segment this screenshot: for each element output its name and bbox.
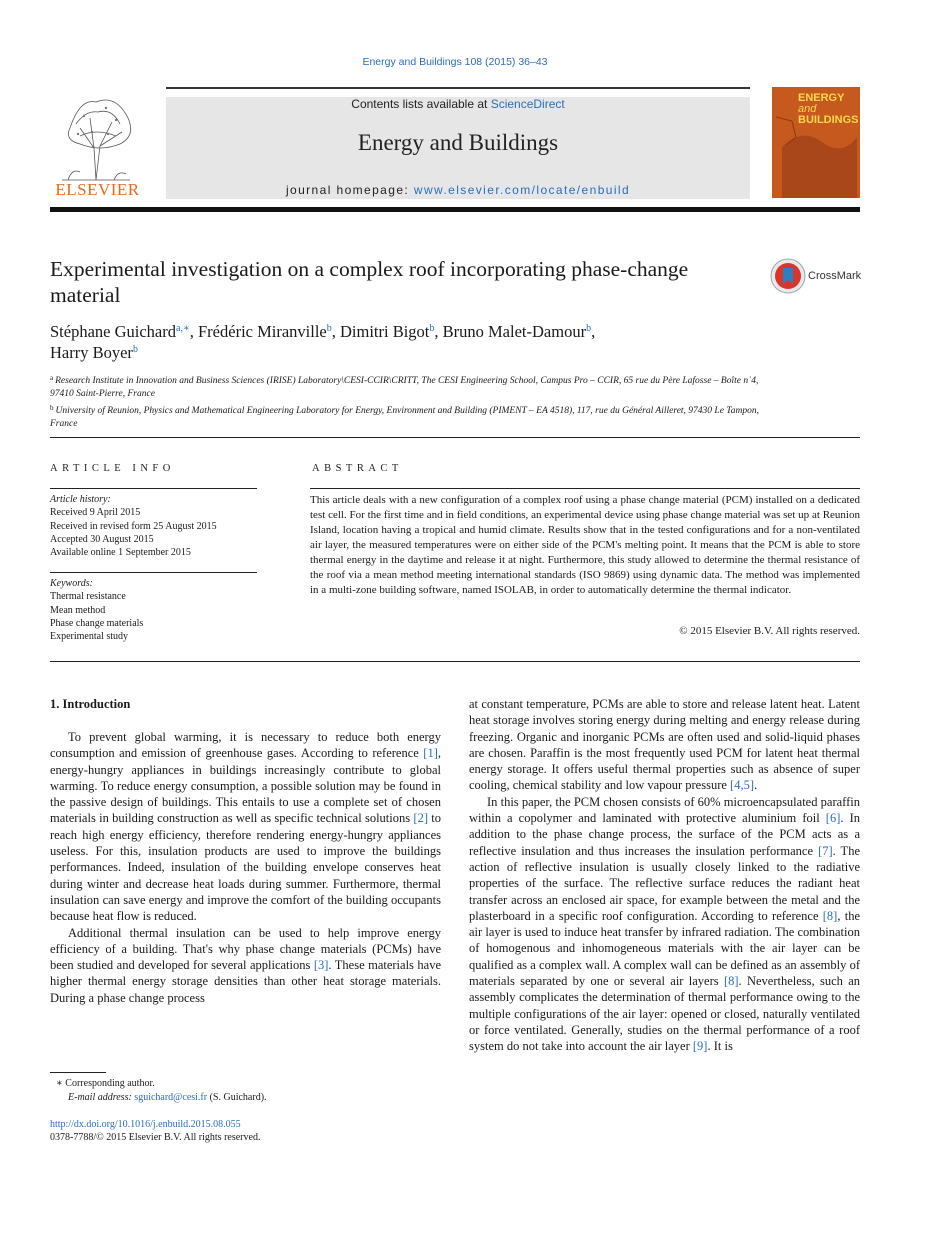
text-run: . Nevertheless, such an assembly complicates the determination of thermal performance owing to the multiple configurations of the air layer: opened or closed, naturally ventilated or force ventilated. Generally, studies on the thermal performance of a roof system do not take into account the air layer <box>469 974 860 1054</box>
divider <box>50 661 860 662</box>
journal-cover-thumbnail[interactable] <box>772 87 860 198</box>
keywords <box>50 577 260 643</box>
keyword-item: Experimental study <box>50 631 129 643</box>
header-top-line <box>166 87 750 89</box>
paragraph <box>50 729 441 925</box>
text-run: . <box>754 778 758 793</box>
crossmark-icon <box>770 258 806 294</box>
text-run: , energy-hungry appliances in buildings increasingly contribute to global warming. To reduce energy consumption, a possible solution may be found in the passive design of buildings. This entails to use a complete set of chosen materials in building construction as well as specific technical solutions <box>50 746 441 826</box>
paragraph <box>469 794 860 1055</box>
citation-link[interactable]: [7] <box>818 843 833 858</box>
doi-link[interactable]: http://dx.doi.org/10.1016/j.enbuild.2015.08.055 <box>50 1119 241 1130</box>
text-run: To prevent global warming, it is necessary to reduce both energy consumption and emission of greenhouse gases. According to reference <box>50 730 441 761</box>
history-item: Accepted 30 August 2015 <box>50 533 154 545</box>
author-name: Harry Boyer <box>50 343 133 362</box>
article-history-title: Article history: <box>50 494 111 505</box>
author-name: Bruno Malet-Damour <box>442 322 587 341</box>
sciencedirect-link[interactable]: ScienceDirect <box>490 97 565 111</box>
section-heading: 1. Introduction <box>50 697 131 711</box>
divider <box>310 488 860 489</box>
keyword-item: Mean method <box>50 604 106 616</box>
email-note <box>50 1091 450 1105</box>
cover-title: ENERGY and BUILDINGS <box>798 92 859 126</box>
affiliations <box>50 372 770 431</box>
affiliation-text: Research Institute in Innovation and Business Sciences (IRISE) Laboratory\CESI-CCIR\CRITT, The CESI Engineering School, Campus Pro – CCIR, 65 rue du Père Lafosse – Boîte n˙4, 97410 Saint-Pierre, France <box>50 376 759 400</box>
abstract-heading: ABSTRACT <box>312 463 403 474</box>
contents-line <box>166 97 750 111</box>
email-label: E-mail address: <box>68 1091 135 1103</box>
elsevier-logo-text: ELSEVIER <box>55 180 140 199</box>
body-column-right <box>469 696 860 1055</box>
author-affiliation-mark[interactable]: b <box>132 344 138 355</box>
author-separator: , <box>331 322 340 341</box>
footnote <box>50 1077 450 1104</box>
author-affiliation-mark[interactable]: b <box>326 323 332 334</box>
divider <box>50 572 257 573</box>
abstract-copyright: © 2015 Elsevier B.V. All rights reserved. <box>679 625 860 637</box>
crossmark-label: CrossMark <box>808 270 862 282</box>
abstract-text: This article deals with a new configuration of a complex roof using a phase change material (PCM) installed on a dedicated test cell. For the first time and in field conditions, an experimental device using phase change material was set up at Reunion Island, location having a tropical and humid climate. Results show that in the tested configurations and for a non-ventilated air layer, the measured temperatures were on either side of the PCM's melting point. It means that the PCM is able to store thermal energy in the daytime and release it at night. Furthermore, this study allowed to determine the thermal resistance of the roof via a mean method meeting international standards (ISO 9869) using dynamic data. The method was implemented in a multi-zone building software, named ISOLAB, in order to automatically determine the thermal indicator. <box>310 494 860 596</box>
affiliation-b <box>50 402 770 432</box>
citation-link[interactable]: [6] <box>825 811 841 826</box>
affiliation-mark: b <box>50 403 54 412</box>
author-list <box>50 321 750 363</box>
keywords-title: Keywords: <box>50 578 93 589</box>
body-column-left <box>50 729 441 1006</box>
author-affiliation-mark[interactable]: b <box>586 323 592 334</box>
citation-link[interactable]: [8] <box>723 974 739 989</box>
citation-link[interactable]: [3] <box>313 958 329 973</box>
text-run: to reach high energy efficiency, therefore rendering energy-hungry appliances useless. For this, insulation products are used to improve the buildings performances. Indeed, insulation of the building envelope conserves heat during winter and decrease heat loads during summer. Furthermore, thermal insulation can save energy and improve the comfort of the building occupants because heat flow is reduced. <box>50 811 441 924</box>
text-run: . These materials have higher thermal energy storage densities than other heat storage materials. During a phase change process <box>50 958 441 1005</box>
email-suffix: (S. Guichard). <box>207 1091 267 1103</box>
contents-prefix: Contents lists available at <box>351 97 491 111</box>
citation-link[interactable]: [8] <box>822 908 838 923</box>
paragraph <box>50 925 441 1006</box>
author-name: Dimitri Bigot <box>340 322 430 341</box>
author-separator: , <box>591 322 596 341</box>
doi-block <box>50 1118 260 1145</box>
homepage-prefix: journal homepage: <box>285 183 414 197</box>
citation-link[interactable]: [4,5] <box>730 778 754 793</box>
citation-link[interactable]: [1] <box>423 746 438 761</box>
affiliation-a <box>50 372 770 402</box>
article-info-heading: ARTICLE INFO <box>50 463 175 474</box>
history-item: Received in revised form 25 August 2015 <box>50 520 217 532</box>
journal-homepage <box>166 183 750 197</box>
citation-link[interactable]: [2] <box>413 811 428 826</box>
text-run: . In addition to the phase change process, the surface of the PCM acts as a reflective insulation and thus increases the insulation performance <box>469 811 860 858</box>
author-separator: , <box>434 322 443 341</box>
author-affiliation-mark[interactable]: b <box>429 323 435 334</box>
affiliation-mark: a <box>50 374 54 382</box>
paragraph <box>469 696 860 794</box>
keyword-item: Thermal resistance <box>50 591 126 603</box>
text-run: , the air layer is used to induce heat transfer by infrared radiation. The combination of homogenous and inhomogeneous materials with the air layer can be qualified as a complex wall. A complex wall can be defined as an assembly of materials separated by one or several air layers <box>469 908 860 989</box>
text-run: at constant temperature, PCMs are able to store and release latent heat. Latent heat storage involves storing energy during melting and energy release during freezing. Organic and inorganic PCMs are often used and solid-liquid phases are chosen. Paraffin is the most frequently used PCM for latent heat thermal energy storage. It offers useful thermal properties such as absence of super cooling, chemical stability and low vapour pressure <box>469 697 860 793</box>
author-name: Stéphane Guichard <box>50 322 176 341</box>
crossmark-badge[interactable] <box>770 258 860 294</box>
header-rule <box>50 207 860 212</box>
text-run: Additional thermal insulation can be used to help improve energy efficiency of a building. That's why phase change materials (PCMs) have been studied and developed for several applications <box>50 925 441 973</box>
email-link[interactable]: sguichard@cesi.fr <box>134 1091 208 1103</box>
divider <box>50 488 257 489</box>
journal-name: Energy and Buildings <box>357 130 559 155</box>
affiliation-text: University of Reunion, Physics and Mathematical Engineering Laboratory for Energy, Environment and Building (PIMENT – EA 4518), 117, rue du Général Ailleret, 97430 Le Tampon, France <box>50 405 759 429</box>
text-run: . The action of reflective insulation is usually closely linked to the radiative properties of the surface. The reflective surface reduces the radiant heat transfer across an enclosed air space, for example between the metal and the plasterboard in a specific roof configuration. According to reference <box>469 843 860 923</box>
author-name: Frédéric Miranville <box>198 322 327 341</box>
text-run: In this paper, the PCM chosen consists of 60% microencapsulated paraffin within a copolymer and laminated with protective aluminium foil <box>469 794 860 826</box>
keyword-item: Phase change materials <box>50 617 144 629</box>
citation-link[interactable]: [9] <box>692 1039 708 1054</box>
homepage-link[interactable]: www.elsevier.com/locate/enbuild <box>413 183 631 197</box>
divider <box>50 437 860 438</box>
article-history <box>50 493 260 559</box>
corresponding-author-note: ∗ Corresponding author. <box>56 1078 155 1089</box>
journal-reference[interactable]: Energy and Buildings 108 (2015) 36–43 <box>362 56 548 68</box>
text-run: . It is <box>707 1039 733 1054</box>
history-item: Available online 1 September 2015 <box>50 547 191 559</box>
history-item: Received 9 April 2015 <box>50 507 141 519</box>
author-affiliation-mark[interactable]: a,∗ <box>176 323 190 334</box>
article-title: Experimental investigation on a complex roof incorporating phase-change material <box>50 257 689 307</box>
issn-line: 0378-7788/© 2015 Elsevier B.V. All rights reserved. <box>50 1132 261 1144</box>
author-separator: , <box>189 322 198 341</box>
footnote-rule <box>50 1072 106 1073</box>
